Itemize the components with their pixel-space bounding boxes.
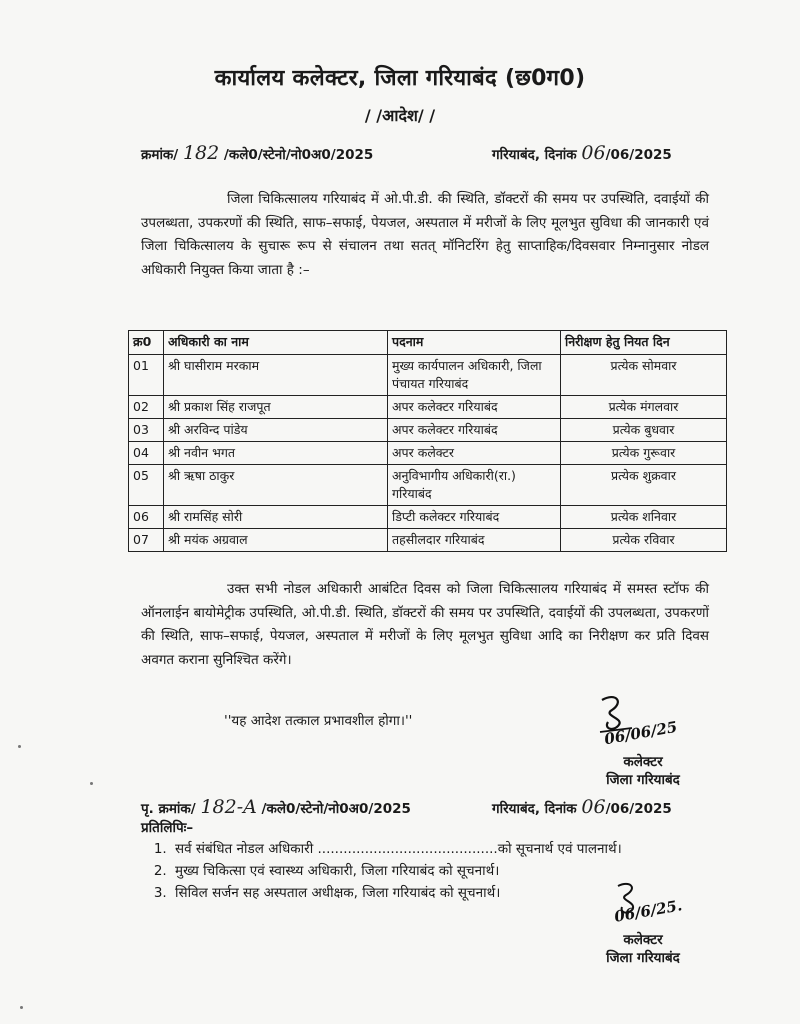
row-designation: अपर कलेक्टर गरियाबंद: [388, 419, 561, 442]
row-designation: अपर कलेक्टर गरियाबंद: [388, 396, 561, 419]
list-item: 3. सिविल सर्जन सह अस्पताल अधीक्षक, जिला गरियाबंद को सूचनार्थ।: [171, 882, 751, 904]
intro-text: जिला चिकित्सालय गरियाबंद में ओ.पी.डी. की स्थिति, डॉक्टरों की समय पर उपस्थिति, दवाईयों की उपलब्धता, उपकरणों की स्थिति, साफ–सफाई, पेयजल, अस्पताल में मरीजों के लिए मूलभुत सुविधा की जानकारी एवं जिला चिकित्सालय के सुचारू रूप से संचालन तथा सतत् मॉनिटरिंग हेतु साप्ताहिक/दिवसवार निम्नानुसार नोडल अधिकारी नियुक्त किया जाता है :–: [141, 191, 709, 278]
row-designation: अपर कलेक्टर: [388, 442, 561, 465]
handwritten-day: 06: [581, 796, 606, 818]
place-date-label: गरियाबंद, दिनांक: [492, 147, 577, 163]
row-inspection-day: प्रत्येक शनिवार: [561, 506, 727, 529]
signature-date-handwritten: 06/06/25: [602, 717, 679, 749]
table-header-row: [129, 331, 727, 355]
ref-suffix: /कले0/स्टेनो/नो0अ0/2025: [223, 147, 374, 163]
reference-date-line: [492, 142, 672, 164]
list-item: 1. सर्व संबंधित नोडल अधिकारी ..........................................को सूचनार्थ एवं पालनार्थ।: [171, 838, 751, 860]
endorsement-prefix: पृ. क्रमांक/: [141, 801, 196, 817]
row-inspection-day: प्रत्येक शुक्रवार: [561, 465, 727, 506]
row-inspection-day: प्रत्येक मंगलवार: [561, 396, 727, 419]
endorsement-date-line: [492, 796, 672, 818]
col-header-name: अधिकारी का नाम: [164, 331, 388, 355]
signatory-block: [588, 752, 698, 788]
scan-speck: [20, 1006, 23, 1009]
ref-prefix: क्रमांक/: [141, 147, 179, 163]
row-officer-name: श्री प्रकाश सिंह राजपूत: [164, 396, 388, 419]
table-row: [129, 442, 727, 465]
table-row: [129, 529, 727, 552]
row-officer-name: श्री अरविन्द पांडेय: [164, 419, 388, 442]
table-row: [129, 396, 727, 419]
body-text: उक्त सभी नोडल अधिकारी आबंटित दिवस को जिला चिकित्सालय गरियाबंद में समस्त स्टॉफ की ऑनलाईन बायोमेट्रीक उपस्थिति, ओ.पी.डी. स्थिति, डॉक्टरों की समय पर उपस्थिति, दवाईयों की उपलब्धता, उपकरणों की स्थिति, साफ–सफाई, पेयजल, अस्पताल में मरीजों के लिए मूलभुत सुविधा आदि का निरीक्षण कर प्रति दिवस अवगत कराना सुनिश्चित करेंगे।: [141, 581, 709, 668]
row-serial: 04: [129, 442, 164, 465]
row-officer-name: श्री मयंक अग्रवाल: [164, 529, 388, 552]
intro-paragraph: [141, 188, 709, 282]
row-serial: 06: [129, 506, 164, 529]
table-row: [129, 465, 727, 506]
handwritten-day: 06: [581, 142, 606, 164]
row-designation: तहसीलदार गरियाबंद: [388, 529, 561, 552]
row-serial: 01: [129, 355, 164, 396]
order-heading: / /आदेश/ /: [364, 106, 436, 125]
signatory-block: [588, 930, 698, 966]
endorsement-suffix: /कले0/स्टेनो/नो0अ0/2025: [261, 801, 411, 817]
col-header-designation: पदनाम: [388, 331, 561, 355]
copy-to-heading: प्रतिलिपिः–: [141, 820, 194, 836]
handwritten-ref-number: 182: [182, 142, 220, 164]
signatory-district: जिला गरियाबंद: [606, 772, 680, 788]
signatory-title: कलेक्टर: [623, 754, 663, 770]
row-inspection-day: प्रत्येक रविवार: [561, 529, 727, 552]
body-paragraph: [141, 578, 709, 672]
signatory-district: जिला गरियाबंद: [606, 950, 680, 966]
reference-number-line: [141, 142, 373, 164]
col-header-day: निरीक्षण हेतु नियत दिन: [561, 331, 727, 355]
list-item: 2. मुख्य चिकित्सा एवं स्वास्थ्य अधिकारी, जिला गरियाबंद को सूचनार्थ।: [171, 860, 751, 882]
row-inspection-day: प्रत्येक गुरूवार: [561, 442, 727, 465]
row-officer-name: श्री ऋषा ठाकुर: [164, 465, 388, 506]
row-serial: 05: [129, 465, 164, 506]
signature-date-handwritten: 06/6/25.: [612, 896, 684, 926]
row-serial: 02: [129, 396, 164, 419]
row-serial: 03: [129, 419, 164, 442]
place-date-label: गरियाबंद, दिनांक: [492, 801, 577, 817]
row-designation: अनुविभागीय अधिकारी(रा.) गरियाबंद: [388, 465, 561, 506]
table-row: [129, 419, 727, 442]
endorsement-number-line: [141, 796, 411, 818]
row-inspection-day: प्रत्येक बुधवार: [561, 419, 727, 442]
row-designation: डिप्टी कलेक्टर गरियाबंद: [388, 506, 561, 529]
scan-speck: [90, 782, 93, 785]
scan-speck: [18, 745, 21, 748]
table-row: [129, 506, 727, 529]
row-officer-name: श्री नवीन भगत: [164, 442, 388, 465]
row-serial: 07: [129, 529, 164, 552]
table-row: [129, 355, 727, 396]
row-inspection-day: प्रत्येक सोमवार: [561, 355, 727, 396]
col-header-serial: क्र0: [129, 331, 164, 355]
copy-to-list: [141, 838, 751, 904]
month-year: /06/2025: [605, 147, 672, 163]
month-year: /06/2025: [605, 801, 672, 817]
nodal-officers-table: [128, 330, 727, 552]
office-title: कार्यालय कलेक्टर, जिला गरियाबंद (छ0ग0): [214, 66, 586, 91]
effective-immediately-quote: ''यह आदेश तत्काल प्रभावशील होगा।'': [224, 713, 413, 729]
signatory-title: कलेक्टर: [623, 932, 663, 948]
row-officer-name: श्री घासीराम मरकाम: [164, 355, 388, 396]
handwritten-endorsement-number: 182-A: [200, 796, 257, 818]
row-officer-name: श्री रामसिंह सोरी: [164, 506, 388, 529]
row-designation: मुख्य कार्यपालन अधिकारी, जिला पंचायत गरियाबंद: [388, 355, 561, 396]
